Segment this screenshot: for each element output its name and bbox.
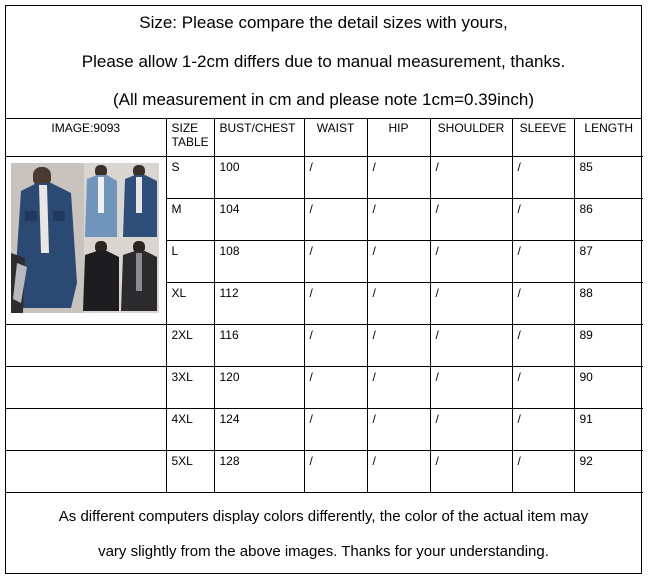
cell-sleeve: /: [512, 450, 574, 492]
cell-shoulder: /: [430, 282, 512, 324]
cell-hip: /: [367, 156, 430, 198]
cell-bust: 124: [214, 408, 304, 450]
col-header-waist: WAIST: [304, 118, 367, 156]
table-header-row: [6, 118, 643, 156]
cell-bust: 104: [214, 198, 304, 240]
cell-waist: /: [304, 198, 367, 240]
cell-sleeve: /: [512, 240, 574, 282]
notice-line-3: (All measurement in cm and please note 1cm=0.39inch): [113, 90, 534, 109]
cell-hip: /: [367, 240, 430, 282]
cell-shoulder: /: [430, 156, 512, 198]
cell-shoulder: /: [430, 408, 512, 450]
cell-length: 92: [574, 450, 643, 492]
cell-length: 86: [574, 198, 643, 240]
cell-length: 88: [574, 282, 643, 324]
cell-hip: /: [367, 450, 430, 492]
size-table: [6, 118, 643, 493]
col-header-image: IMAGE:9093: [6, 118, 166, 156]
cell-bust: 116: [214, 324, 304, 366]
size-chart-frame: [5, 5, 642, 574]
table-row: [6, 156, 643, 198]
cell-size: XL: [166, 282, 214, 324]
cell-size: L: [166, 240, 214, 282]
size-notice-header: [6, 6, 641, 119]
cell-waist: /: [304, 408, 367, 450]
cell-hip: /: [367, 198, 430, 240]
cell-sleeve: /: [512, 324, 574, 366]
table-row: [6, 366, 643, 408]
table-row: [6, 450, 643, 492]
col-header-sleeve: SLEEVE: [512, 118, 574, 156]
cell-size: M: [166, 198, 214, 240]
cell-waist: /: [304, 156, 367, 198]
empty-image-cell: [6, 408, 166, 450]
cell-waist: /: [304, 282, 367, 324]
col-header-bust: BUST/CHEST: [214, 118, 304, 156]
cell-shoulder: /: [430, 366, 512, 408]
cell-length: 91: [574, 408, 643, 450]
cell-shoulder: /: [430, 240, 512, 282]
cell-sleeve: /: [512, 366, 574, 408]
cell-bust: 120: [214, 366, 304, 408]
empty-image-cell: [6, 450, 166, 492]
empty-image-cell: [6, 366, 166, 408]
cell-sleeve: /: [512, 198, 574, 240]
cell-bust: 108: [214, 240, 304, 282]
cell-hip: /: [367, 408, 430, 450]
table-row: [6, 324, 643, 366]
cell-size: 2XL: [166, 324, 214, 366]
col-header-shoulder: SHOULDER: [430, 118, 512, 156]
cell-waist: /: [304, 450, 367, 492]
empty-image-cell: [6, 324, 166, 366]
cell-hip: /: [367, 366, 430, 408]
cell-waist: /: [304, 240, 367, 282]
cell-waist: /: [304, 324, 367, 366]
cell-bust: 128: [214, 450, 304, 492]
cell-size: 3XL: [166, 366, 214, 408]
color-disclaimer-footer: [6, 496, 641, 575]
cell-shoulder: /: [430, 198, 512, 240]
cell-hip: /: [367, 282, 430, 324]
cell-length: 89: [574, 324, 643, 366]
cell-waist: /: [304, 366, 367, 408]
table-row: [6, 408, 643, 450]
product-photo: [11, 163, 159, 313]
cell-size: 4XL: [166, 408, 214, 450]
cell-bust: 112: [214, 282, 304, 324]
cell-sleeve: /: [512, 282, 574, 324]
cell-shoulder: /: [430, 324, 512, 366]
notice-line-2: Please allow 1-2cm differs due to manual measurement, thanks.: [81, 52, 566, 71]
cell-length: 90: [574, 366, 643, 408]
cell-shoulder: /: [430, 450, 512, 492]
disclaimer-line-2: vary slightly from the above images. Thanks for your understanding.: [98, 543, 549, 560]
cell-length: 87: [574, 240, 643, 282]
cell-length: 85: [574, 156, 643, 198]
cell-sleeve: /: [512, 408, 574, 450]
cell-hip: /: [367, 324, 430, 366]
cell-size: 5XL: [166, 450, 214, 492]
cell-sleeve: /: [512, 156, 574, 198]
cell-size: S: [166, 156, 214, 198]
disclaimer-line-1: As different computers display colors differently, the color of the actual item may: [58, 508, 589, 525]
col-header-hip: HIP: [367, 118, 430, 156]
cell-bust: 100: [214, 156, 304, 198]
product-image-cell: [6, 156, 166, 324]
col-header-size: SIZE TABLE: [166, 118, 214, 156]
col-header-length: LENGTH: [574, 118, 643, 156]
notice-line-1: Size: Please compare the detail sizes with yours,: [139, 13, 508, 32]
